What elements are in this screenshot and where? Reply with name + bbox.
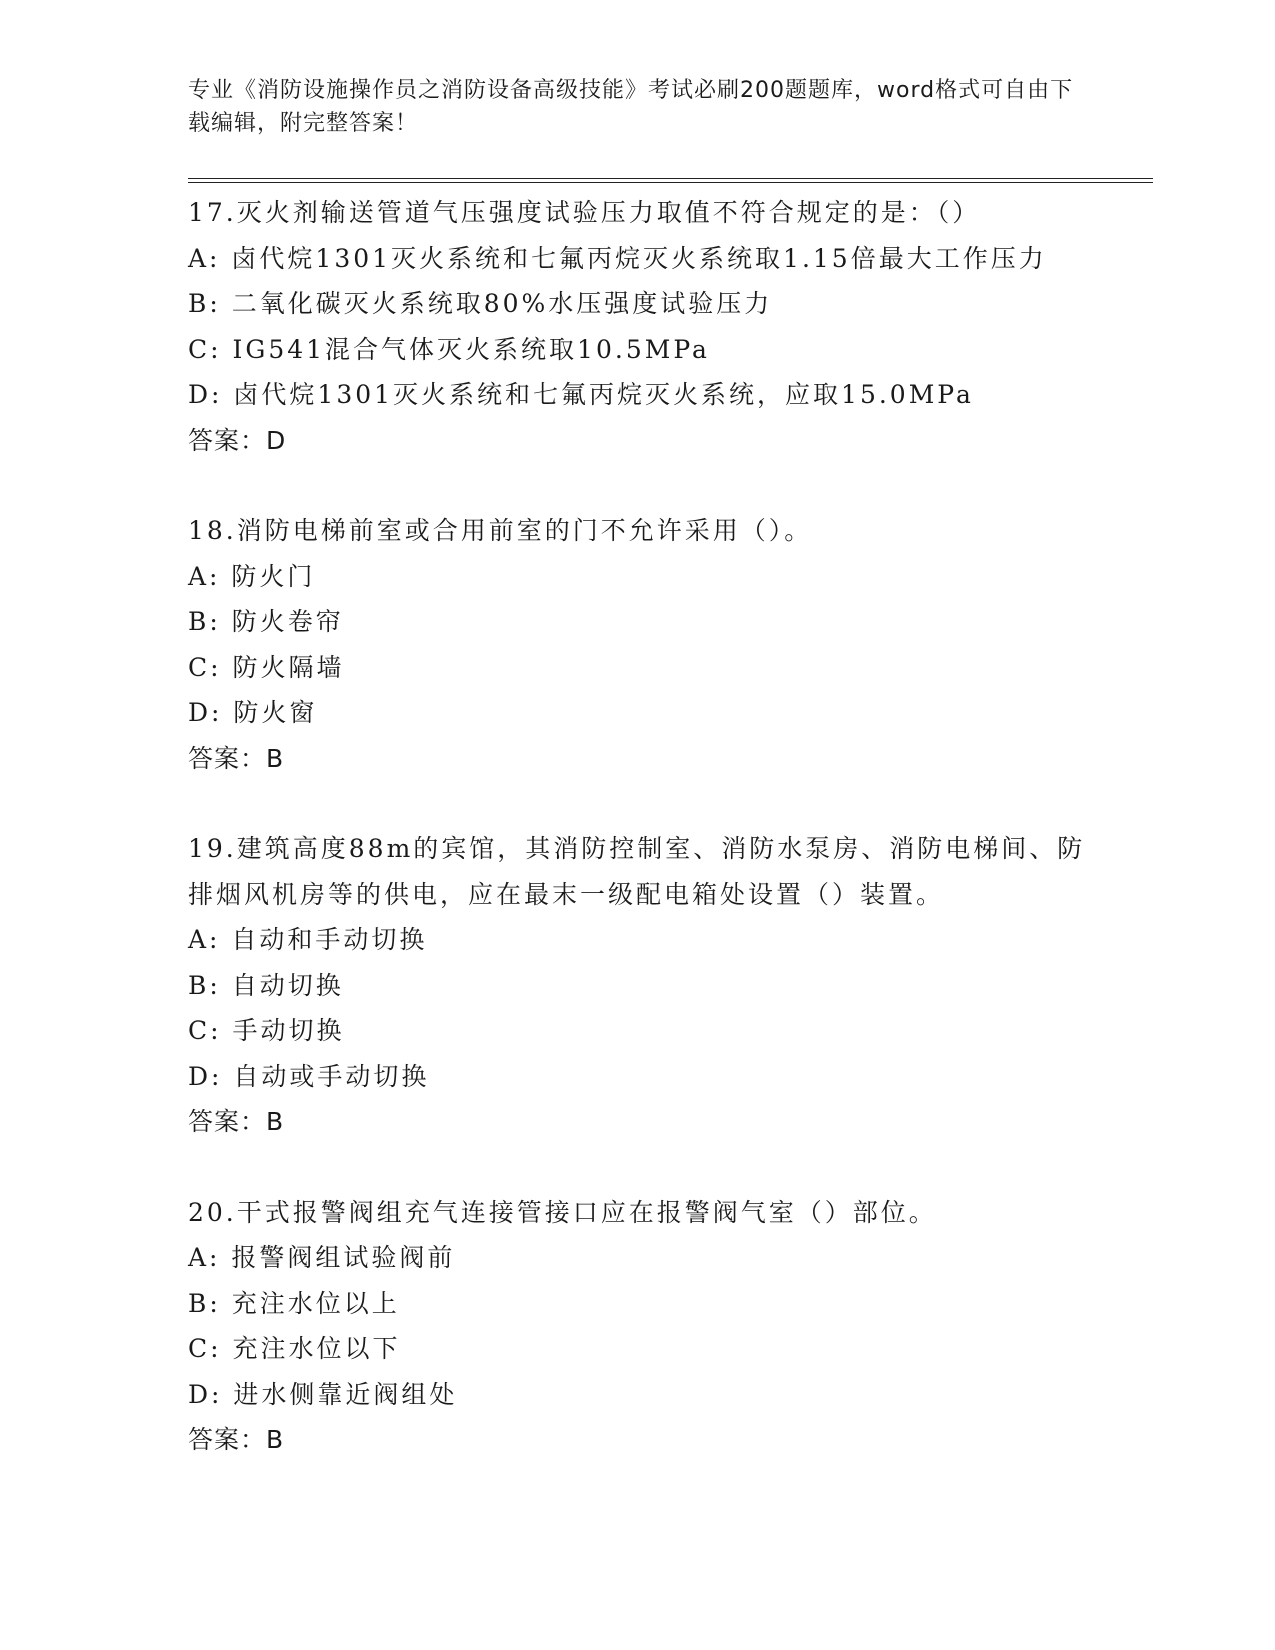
- question-20: [188, 1190, 1148, 1463]
- option-b: B: 自动切换: [188, 970, 344, 1000]
- header-divider-bottom: [188, 182, 1153, 183]
- option-b: B: 防火卷帘: [188, 607, 344, 636]
- option-a: A: 防火门: [188, 561, 316, 591]
- answer-line: 答案：B: [188, 1425, 285, 1454]
- option-d: D: 卤代烷1301灭火系统和七氟丙烷灭火系统，应取15.0MPa: [188, 380, 974, 409]
- answer-line: 答案：D: [188, 425, 287, 455]
- option-b: B: 二氧化碳灭火系统取80%水压强度试验压力: [188, 289, 773, 318]
- option-c: C: 防火隔墙: [188, 652, 345, 682]
- option-a: A: 自动和手动切换: [188, 925, 428, 954]
- question-text: 20.干式报警阀组充气连接管接口应在报警阀气室（）部位。: [188, 1197, 937, 1227]
- question-text: 17.灭火剂输送管道气压强度试验压力取值不符合规定的是：（）: [188, 198, 981, 227]
- header-divider-top: [188, 178, 1153, 179]
- option-c: C: 充注水位以下: [188, 1334, 401, 1363]
- option-b: B: 充注水位以上: [188, 1288, 400, 1318]
- option-c: C: 手动切换: [188, 1016, 345, 1045]
- question-text: 19.建筑高度88m的宾馆，其消防控制室、消防水泵房、消防电梯间、防排烟风机房等的供电，应在最末一级配电箱处设置（）装置。: [188, 834, 1086, 909]
- option-c: C: IG541混合气体灭火系统取10.5MPa: [188, 334, 710, 364]
- answer-line: 答案：B: [188, 743, 285, 773]
- option-a: A: 卤代烷1301灭火系统和七氟丙烷灭火系统取1.15倍最大工作压力: [188, 243, 1047, 273]
- question-text: 18.消防电梯前室或合用前室的门不允许采用（）。: [188, 516, 813, 545]
- answer-line: 答案：B: [188, 1107, 285, 1136]
- question-17: [188, 190, 1148, 463]
- option-d: D: 进水侧靠近阀组处: [188, 1379, 458, 1409]
- question-18: [188, 508, 1148, 781]
- option-d: D: 自动或手动切换: [188, 1061, 430, 1091]
- question-19: [188, 826, 1148, 1145]
- document-header: 专业《消防设施操作员之消防设备高级技能》考试必刷200题题库，word格式可自由下载编辑，附完整答案！: [188, 78, 1074, 136]
- question-list: [188, 190, 1148, 1508]
- option-d: D: 防火窗: [188, 698, 318, 727]
- option-a: A: 报警阀组试验阀前: [188, 1243, 456, 1272]
